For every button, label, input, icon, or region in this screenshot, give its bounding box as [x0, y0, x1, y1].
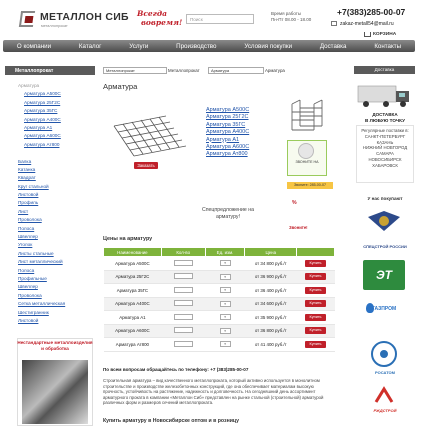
- unit-select[interactable]: т: [220, 328, 231, 334]
- buy-button[interactable]: Купить: [305, 273, 326, 280]
- sidebar-item[interactable]: Лист: [18, 208, 29, 214]
- row-name: Арматура 35ГС: [104, 284, 162, 298]
- call-text: ЗВОНИТЕ НА: [295, 160, 319, 164]
- rzhd-logo-icon[interactable]: [372, 386, 396, 406]
- row-action: [297, 297, 335, 311]
- cart-icon[interactable]: [364, 32, 371, 37]
- row-action: [297, 324, 335, 338]
- product-link[interactable]: Арматура 25Г2С: [206, 114, 249, 121]
- row-name: Арматура А1: [104, 311, 162, 325]
- row-action: [297, 284, 335, 298]
- phone-badge-icon: [298, 143, 314, 159]
- sidebar-item[interactable]: Арматура Ат800: [24, 141, 60, 147]
- col-name: Наименование: [104, 248, 162, 257]
- breadcrumb-text-2: Арматура: [265, 68, 285, 73]
- clients-heading: У нас покупают: [367, 196, 403, 201]
- buy-button[interactable]: Купить: [305, 260, 326, 267]
- nav-item-contacts[interactable]: Контакты: [374, 42, 402, 50]
- sidebar-heading: Металлопрокат: [5, 66, 95, 75]
- row-unit: [205, 338, 245, 352]
- sidebar-item[interactable]: Уголок: [18, 242, 33, 248]
- unit-select[interactable]: т: [220, 260, 231, 266]
- row-price: от 34 600 руб./т: [245, 297, 297, 311]
- buy-button[interactable]: Купить: [305, 314, 326, 321]
- spetsstroy-logo-icon[interactable]: [364, 209, 404, 243]
- product-link[interactable]: Арматура А400С: [206, 129, 250, 136]
- sidebar-item[interactable]: Лист металлический: [18, 259, 63, 265]
- nav-item-about[interactable]: О компании: [16, 42, 52, 50]
- order-button[interactable]: Заказать: [134, 162, 158, 169]
- quantity-input[interactable]: [174, 327, 193, 333]
- partner-rzhdstroy[interactable]: РЖДСТРОЙ: [373, 408, 397, 413]
- mail-icon: [331, 21, 337, 26]
- unit-select[interactable]: т: [220, 287, 231, 293]
- question-line: [103, 367, 248, 372]
- quantity-input[interactable]: [174, 314, 193, 320]
- page-title: Арматура: [103, 82, 138, 91]
- sidebar-ad-title[interactable]: Нестандартные металлоизделия и обработка: [17, 340, 93, 351]
- sidebar-item[interactable]: Профиль: [18, 200, 39, 206]
- price-table: [103, 247, 335, 352]
- row-name: Арматура Ат800: [104, 338, 162, 352]
- sidebar-item[interactable]: Арматура 25Г2С: [24, 99, 61, 105]
- sidebar-item[interactable]: Полоса: [18, 267, 35, 273]
- product-link[interactable]: Арматура 35ГС: [206, 121, 246, 128]
- logo-subtitle: металлопрокат: [41, 24, 68, 28]
- row-qty: [161, 338, 205, 352]
- sidebar-item[interactable]: Арматура А400С: [24, 116, 61, 122]
- call-now-label: Звоните!: [289, 225, 308, 230]
- sidebar-menu: [18, 82, 98, 325]
- slogan-line-2: вовремя!: [141, 18, 183, 27]
- unit-select[interactable]: т: [220, 274, 231, 280]
- question-text: По всем вопросам обращайтесь по телефону:: [103, 367, 209, 372]
- sidebar-item[interactable]: Квадрат: [18, 175, 36, 181]
- row-action: [297, 270, 335, 284]
- table-row: [104, 324, 335, 338]
- delivery-heading: Доставка: [354, 66, 415, 74]
- product-link[interactable]: Арматура А1: [206, 136, 240, 143]
- rebar-stand-image: [286, 96, 330, 134]
- row-qty: [161, 297, 205, 311]
- row-action: [297, 338, 335, 352]
- sidebar-item[interactable]: Арматура: [18, 83, 40, 88]
- nav-item-delivery[interactable]: Доставка: [319, 42, 347, 50]
- row-name: Арматура 25Г2С: [104, 270, 162, 284]
- sidebar-item[interactable]: Сетка металлическая: [18, 301, 66, 307]
- sidebar-item[interactable]: Круг стальной: [18, 183, 49, 189]
- buy-button[interactable]: Купить: [305, 341, 326, 348]
- partner-rosatom[interactable]: РОСАТОМ: [375, 370, 395, 375]
- unit-select[interactable]: т: [220, 314, 231, 320]
- search-input[interactable]: Поиск: [186, 14, 254, 24]
- sidebar-item[interactable]: Шестигранник: [18, 309, 49, 315]
- quantity-input[interactable]: [174, 287, 193, 293]
- col-unit: Ед. изм.: [205, 248, 245, 257]
- col-price: Цена: [245, 248, 297, 257]
- buy-button[interactable]: Купить: [305, 327, 326, 334]
- row-qty: [161, 270, 205, 284]
- partner-gazprom[interactable]: ГАЗПРОМ: [372, 306, 397, 312]
- table-row: [104, 311, 335, 325]
- slogan-line-1: Всегда: [137, 9, 167, 18]
- sidebar-item[interactable]: Арматура А1: [24, 124, 53, 130]
- row-unit: [205, 311, 245, 325]
- sidebar-item[interactable]: Арматура А500С: [24, 91, 61, 97]
- rebar-mesh-image: [108, 112, 186, 160]
- sidebar-item[interactable]: Профильные: [18, 275, 47, 281]
- price-heading: Цены на арматуру: [103, 236, 153, 242]
- nav-item-services[interactable]: Услуги: [129, 42, 149, 50]
- nav-item-terms[interactable]: Условия покупки: [244, 42, 293, 50]
- product-link[interactable]: Арматура А500С: [206, 107, 250, 113]
- quantity-input[interactable]: [174, 341, 193, 347]
- quantity-input[interactable]: [174, 273, 193, 279]
- table-row: [104, 297, 335, 311]
- row-price: от 36 900 руб./т: [245, 270, 297, 284]
- row-price: от 36 400 руб./т: [245, 284, 297, 298]
- sidebar-item[interactable]: Листы стальные: [18, 250, 54, 256]
- sidebar-item[interactable]: Балка: [18, 158, 32, 164]
- row-unit: [205, 270, 245, 284]
- sidebar-item[interactable]: Арматура А600С: [24, 133, 61, 139]
- unit-select[interactable]: т: [220, 301, 231, 307]
- logo-name[interactable]: МЕТАЛЛОН СИБ: [40, 11, 129, 23]
- row-price: от 36 800 руб./т: [245, 324, 297, 338]
- partner-et[interactable]: ЭТ: [376, 268, 392, 282]
- row-unit: [205, 297, 245, 311]
- sidebar-spacer: [18, 149, 98, 157]
- col-action: [297, 248, 335, 257]
- logo-icon[interactable]: [19, 11, 35, 27]
- truck-image[interactable]: [356, 80, 414, 110]
- sidebar-item[interactable]: Листовой: [18, 192, 39, 198]
- et-logo-icon[interactable]: [363, 260, 405, 290]
- cart-link[interactable]: КОРЗИНА: [373, 32, 397, 37]
- row-name: Арматура А400С: [104, 297, 162, 311]
- table-row: [104, 257, 335, 271]
- row-price: от 35 900 руб./т: [245, 311, 297, 325]
- breadcrumb-select-1[interactable]: Металлопрокат: [103, 67, 167, 74]
- product-links: [206, 107, 249, 159]
- description-text: Строительная арматура – вид качественного металлопроката, который активно используется в монолитном строительстве и производстве железобетонных конструкций, где она обеспечивает материалам высокую прочность, устойчивость на растяжение, надежность и долговечность. На сегодняшний день ассортимент арматурного проката в компании «Металлон Сиб» представлен на рынке стальной (строительной) арматурой различных форм и размеров сечений металлопроката.: [103, 378, 324, 406]
- row-qty: [161, 324, 205, 338]
- price-strip: Звоните: 285-00-07: [287, 182, 333, 189]
- breadcrumb-select-2[interactable]: Арматура: [208, 67, 264, 74]
- sidebar-item[interactable]: Швеллер: [18, 234, 38, 240]
- table-row: [104, 270, 335, 284]
- col-qty: Кол-во: [161, 248, 205, 257]
- row-price: от 34 800 руб./т: [245, 257, 297, 271]
- table-row: [104, 338, 335, 352]
- breadcrumb-text-1: Металлопрокат: [168, 68, 200, 73]
- row-name: Арматура А600С: [104, 324, 162, 338]
- question-phone[interactable]: +7 (383)285-00-07: [210, 367, 249, 372]
- sidebar-item[interactable]: Катанка: [18, 166, 36, 172]
- product-link[interactable]: Арматура А600С: [206, 144, 250, 151]
- sidebar-item[interactable]: Арматура 35ГС: [24, 108, 58, 114]
- row-qty: [161, 284, 205, 298]
- row-qty: [161, 311, 205, 325]
- delivery-title: ДОСТАВКА В ЛЮБУЮ ТОЧКУ: [365, 112, 405, 123]
- worktime: [271, 11, 311, 23]
- sidebar-item[interactable]: Проволока: [18, 292, 42, 298]
- row-unit: [205, 257, 245, 271]
- row-unit: [205, 324, 245, 338]
- product-link[interactable]: Арматура Ат800: [206, 151, 248, 158]
- percent-icon: %: [292, 200, 297, 206]
- header-email[interactable]: zakaz-metall54@mail.ru: [340, 21, 394, 27]
- sidebar-item[interactable]: Листовой: [18, 317, 39, 323]
- sidebar-item[interactable]: Швеллер: [18, 284, 38, 290]
- slogan: [137, 9, 182, 27]
- buy-button[interactable]: Купить: [305, 300, 326, 307]
- worktime-hours: Пн-Пт 08.00 - 18.00: [271, 17, 312, 22]
- sidebar-item[interactable]: Проволока: [18, 217, 42, 223]
- quantity-input[interactable]: [174, 260, 193, 266]
- table-row: [104, 284, 335, 298]
- unit-select[interactable]: т: [220, 341, 231, 347]
- buy-heading: Купить арматуру в Новосибирске оптом и в розницу: [103, 418, 239, 424]
- nav-item-catalog[interactable]: Каталог: [78, 42, 102, 50]
- row-price: от 41 400 руб./т: [245, 338, 297, 352]
- row-qty: [161, 257, 205, 271]
- nav-item-production[interactable]: Производство: [176, 42, 217, 50]
- special-offer[interactable]: Спецпредложение на арматуру!: [201, 207, 254, 220]
- row-unit: [205, 284, 245, 298]
- delivery-cities: Регулярные поставки в: САНКТ-ПЕТЕРБУРГ КАЗАНЬ НИЖНИЙ НОВГОРОД САМАРА НОВОСИБИРСК ХАБАРОВСК: [361, 128, 409, 168]
- partner-spetsstroy[interactable]: СПЕЦСТРОЙ РОССИИ: [363, 244, 407, 249]
- header-phone[interactable]: +7(383)285-00-07: [337, 7, 406, 17]
- rosatom-logo-icon[interactable]: [368, 340, 400, 368]
- sidebar-ad-image[interactable]: [22, 360, 88, 424]
- row-action: [297, 311, 335, 325]
- quantity-input[interactable]: [174, 300, 193, 306]
- buy-button[interactable]: Купить: [305, 287, 326, 294]
- main-nav: [3, 40, 415, 52]
- sidebar-item[interactable]: Полоса: [18, 225, 35, 231]
- row-name: Арматура А500С: [104, 257, 162, 271]
- worktime-label: Время работы: [271, 11, 302, 16]
- row-action: [297, 257, 335, 271]
